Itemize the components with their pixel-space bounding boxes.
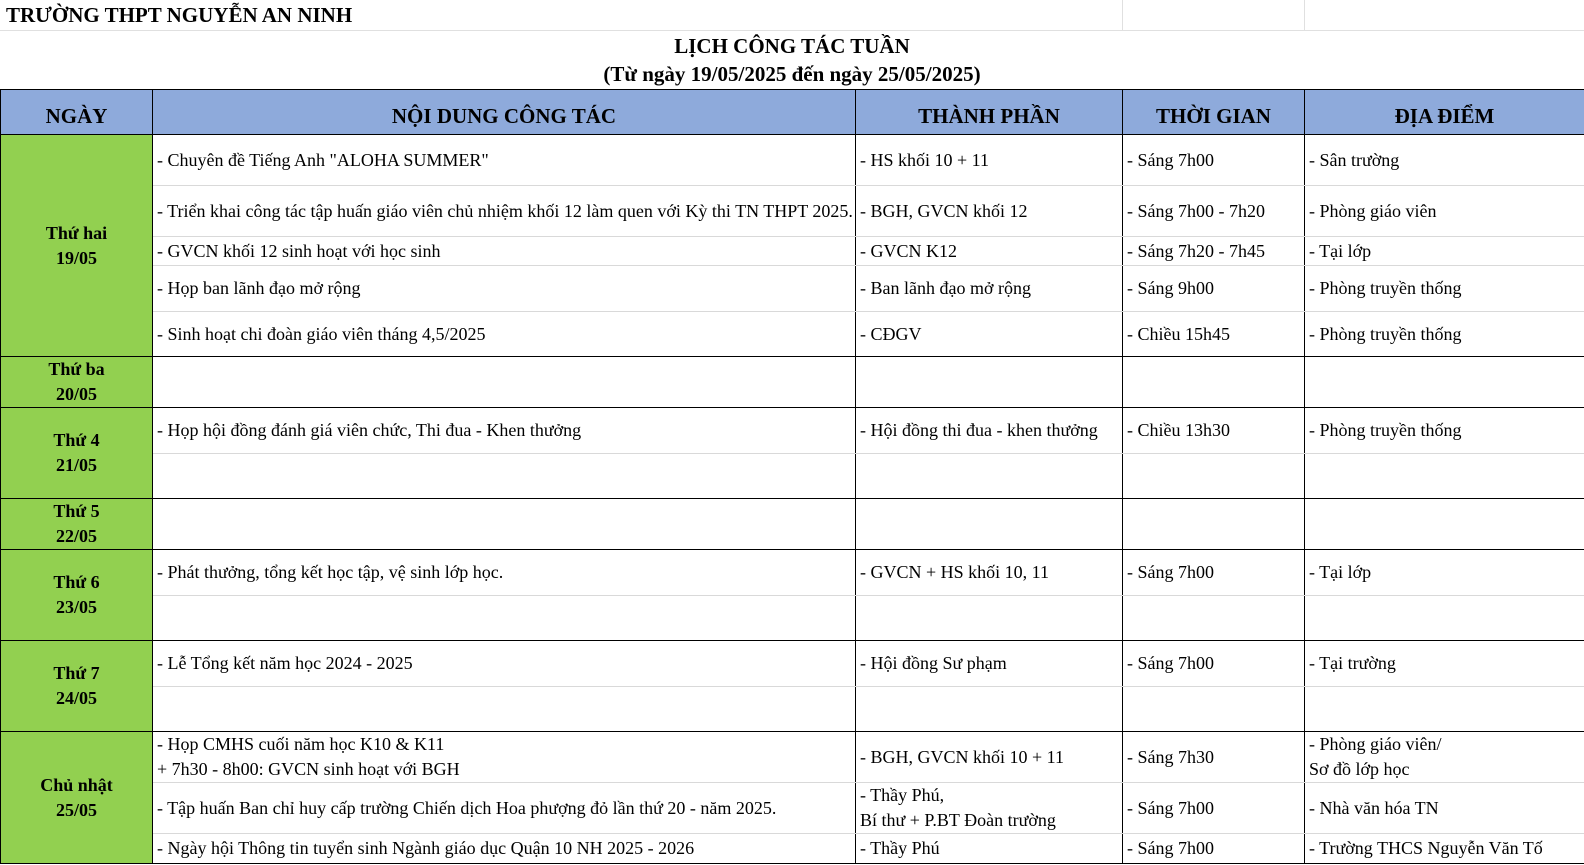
place-cell (1305, 687, 1584, 732)
day-date: 23/05 (55, 597, 97, 617)
table-row (1, 454, 1584, 499)
place-cell: - Nhà văn hóa TN (1305, 783, 1584, 834)
table-row (1, 186, 1584, 237)
page-title: LỊCH CÔNG TÁC TUẦN (674, 34, 910, 58)
content-cell: - Sinh hoạt chi đoàn giáo viên tháng 4,5/2025 (153, 312, 856, 357)
place-cell: - Phòng giáo viên (1305, 186, 1584, 237)
header-time: THỜI GIAN (1123, 90, 1305, 135)
members-cell: - Hội đồng Sư phạm (856, 641, 1123, 687)
place-cell: - Phòng giáo viên/ Sơ đồ lớp học (1305, 732, 1584, 783)
day-name: Thứ ba (48, 359, 105, 379)
place-cell: - Phòng truyền thống (1305, 408, 1584, 454)
place-cell (1305, 499, 1584, 550)
members-cell: - Thầy Phú (856, 834, 1123, 864)
table-row (1, 135, 1584, 186)
members-cell: - Hội đồng thi đua - khen thưởng (856, 408, 1123, 454)
day-name: Thứ 4 (53, 430, 100, 450)
day-date: 22/05 (55, 526, 97, 546)
table-row (1, 266, 1584, 312)
day-date: 20/05 (55, 384, 97, 404)
header-members: THÀNH PHẦN (856, 90, 1123, 135)
schedule-body (1, 135, 1584, 864)
members-cell: - HS khối 10 + 11 (856, 135, 1123, 186)
day-cell (1, 499, 153, 550)
members-cell: - BGH, GVCN khối 10 + 11 (856, 732, 1123, 783)
place-cell: - Sân trường (1305, 135, 1584, 186)
time-cell (1123, 357, 1305, 408)
day-name: Thứ 6 (53, 572, 100, 592)
content-cell (153, 454, 856, 499)
table-row (1, 687, 1584, 732)
day-name: Thứ 5 (53, 501, 100, 521)
day-cell (1, 408, 153, 499)
table-row (1, 596, 1584, 641)
place-cell (1305, 454, 1584, 499)
time-cell: - Sáng 7h00 (1123, 641, 1305, 687)
header-day: NGÀY (1, 90, 153, 135)
day-cell (1, 357, 153, 408)
time-cell: - Chiều 15h45 (1123, 312, 1305, 357)
time-cell (1123, 499, 1305, 550)
place-cell: - Tại trường (1305, 641, 1584, 687)
day-cell (1, 732, 153, 864)
day-cell (1, 550, 153, 641)
table-row (1, 550, 1584, 596)
members-cell: - GVCN K12 (856, 237, 1123, 266)
table-row (1, 834, 1584, 864)
table-row (1, 783, 1584, 834)
place-cell: - Phòng truyền thống (1305, 266, 1584, 312)
content-cell: - Ngày hội Thông tin tuyển sinh Ngành giáo dục Quận 10 NH 2025 - 2026 (153, 834, 856, 864)
content-cell: - Tập huấn Ban chỉ huy cấp trường Chiến dịch Hoa phượng đỏ lần thứ 20 - năm 2025. (153, 783, 856, 834)
members-cell (856, 454, 1123, 499)
members-cell (856, 596, 1123, 641)
page-subtitle: (Từ ngày 19/05/2025 đến ngày 25/05/2025) (603, 62, 981, 86)
day-cell (1, 641, 153, 732)
content-cell: - Triển khai công tác tập huấn giáo viên chủ nhiệm khối 12 làm quen với Kỳ thi TN THPT 2025. (153, 186, 856, 237)
table-row (1, 408, 1584, 454)
place-cell: - Tại lớp (1305, 237, 1584, 266)
table-row (1, 732, 1584, 783)
members-cell: - GVCN + HS khối 10, 11 (856, 550, 1123, 596)
place-cell: - Trường THCS Nguyễn Văn Tố (1305, 834, 1584, 864)
content-cell: - Họp ban lãnh đạo mở rộng (153, 266, 856, 312)
time-cell: - Chiều 13h30 (1123, 408, 1305, 454)
table-row (1, 237, 1584, 266)
place-cell (1305, 357, 1584, 408)
content-cell (153, 687, 856, 732)
time-cell (1123, 687, 1305, 732)
day-name: Thứ 7 (53, 663, 100, 683)
time-cell: - Sáng 7h00 - 7h20 (1123, 186, 1305, 237)
table-row (1, 641, 1584, 687)
day-date: 19/05 (55, 247, 97, 268)
header-content: NỘI DUNG CÔNG TÁC (153, 90, 856, 135)
members-cell: - Ban lãnh đạo mở rộng (856, 266, 1123, 312)
members-cell (856, 499, 1123, 550)
content-cell (153, 357, 856, 408)
school-name: TRƯỜNG THPT NGUYỄN AN NINH (6, 3, 353, 27)
day-name: Thứ hai (45, 222, 108, 243)
time-cell: - Sáng 7h30 (1123, 732, 1305, 783)
time-cell: - Sáng 7h00 (1123, 783, 1305, 834)
content-cell: - Họp hội đồng đánh giá viên chức, Thi đua - Khen thưởng (153, 408, 856, 454)
content-cell: - Chuyên đề Tiếng Anh "ALOHA SUMMER" (153, 135, 856, 186)
header-row (1, 90, 1584, 135)
schedule-table (0, 89, 1584, 864)
members-cell (856, 687, 1123, 732)
time-cell: - Sáng 7h00 (1123, 550, 1305, 596)
content-cell: - Họp CMHS cuối năm học K10 & K11 + 7h30 - 8h00: GVCN sinh hoạt với BGH (153, 732, 856, 783)
content-cell (153, 596, 856, 641)
content-cell: - Phát thưởng, tổng kết học tập, vệ sinh lớp học. (153, 550, 856, 596)
table-row (1, 357, 1584, 408)
members-cell: - Thầy Phú, Bí thư + P.BT Đoàn trường (856, 783, 1123, 834)
place-cell (1305, 596, 1584, 641)
day-date: 21/05 (55, 455, 97, 475)
members-cell (856, 357, 1123, 408)
members-cell: - BGH, GVCN khối 12 (856, 186, 1123, 237)
content-cell: - GVCN khối 12 sinh hoạt với học sinh (153, 237, 856, 266)
header-place: ĐỊA ĐIỂM (1305, 90, 1584, 135)
place-cell: - Phòng truyền thống (1305, 312, 1584, 357)
members-cell: - CĐGV (856, 312, 1123, 357)
time-cell: - Sáng 9h00 (1123, 266, 1305, 312)
time-cell: - Sáng 7h20 - 7h45 (1123, 237, 1305, 266)
day-date: 24/05 (55, 688, 97, 708)
time-cell (1123, 454, 1305, 499)
time-cell: - Sáng 7h00 (1123, 834, 1305, 864)
place-cell: - Tại lớp (1305, 550, 1584, 596)
content-cell (153, 499, 856, 550)
day-date: 25/05 (55, 799, 97, 820)
time-cell: - Sáng 7h00 (1123, 135, 1305, 186)
table-row (1, 312, 1584, 357)
day-cell (1, 135, 153, 357)
content-cell: - Lễ Tổng kết năm học 2024 - 2025 (153, 641, 856, 687)
table-row (1, 499, 1584, 550)
time-cell (1123, 596, 1305, 641)
day-name: Chủ nhật (40, 774, 113, 795)
